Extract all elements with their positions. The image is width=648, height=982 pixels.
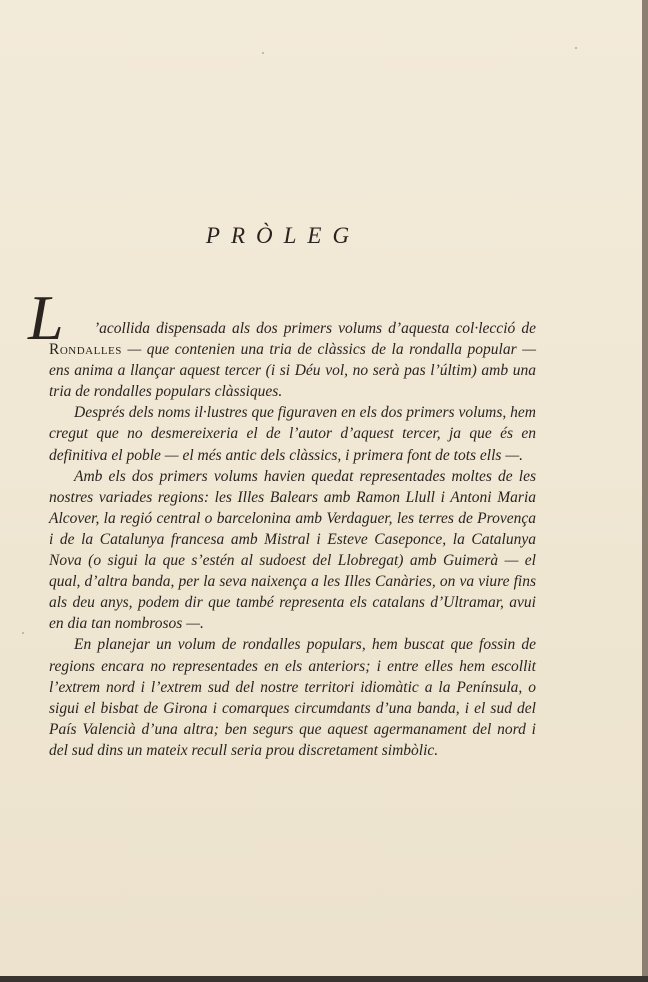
paper-speck [575, 47, 577, 49]
paragraph-4: En planejar un volum de rondalles populars, hem buscat que fossin de regions encara no representades en els anteriors; i entre elles hem escollit l’extrem nord i l’extrem sud del nostre territori idiomàtic a la Península, o sigui el bisbat de Girona i comarques circumdants d’una banda, i el sud del País Valencià d’una altra; ben segurs que aquest agermanament del nord i del sud dins un mateix recull seria prou discretament simbòlic. [49, 636, 536, 759]
paragraph-3: Amb els dos primers volums havien quedat representades moltes de les nostres variades regions: les Illes Balears amb Ramon Llull i Antoni Maria Alcover, la regió central o barcelonina amb Verdaguer, les terres de Provença i de la Catalunya francesa amb Mistral i Esteve Caseponce, la Catalunya Nova (o sigui la que s’estén al sudoest del Llobregat) amb Guimerà — el qual, d’altra banda, per la seva naixença a les Illes Canàries, on va viure fins als deu anys, podem dir que també representa els catalans d’Ultramar, avui en dia tan nombrosos —. [49, 467, 536, 633]
paragraph-1 [49, 318, 536, 402]
paper-speck [262, 52, 264, 54]
page-title: PRÒLEG [205, 223, 361, 248]
paragraph-1-end: — que contenien una tria de clàssics de la rondalla popular — ens anima a llançar aquest tercer (i si Déu vol, no serà pas l’últim) amb una tria de rondalles populars clàssiques. [49, 341, 536, 401]
paragraph-2: Després dels noms il·lustres que figuraven en els dos primers volums, hem cregut que no desmereixeria el de l’autor d’aquest tercer, ja que és en definitiva el poble — el més antic dels clàssics, i primera font de tots ells —. [49, 404, 536, 464]
body-text [49, 318, 536, 761]
paragraph-1-start: ’acollida dispensada als dos primers volums d’aquesta col·lecció de [94, 320, 536, 337]
page-edge-bottom [0, 976, 648, 982]
page-edge-right [642, 0, 648, 982]
collection-name: Rondalles [49, 341, 122, 359]
paper-speck [22, 632, 24, 634]
drop-cap: L [28, 282, 64, 353]
